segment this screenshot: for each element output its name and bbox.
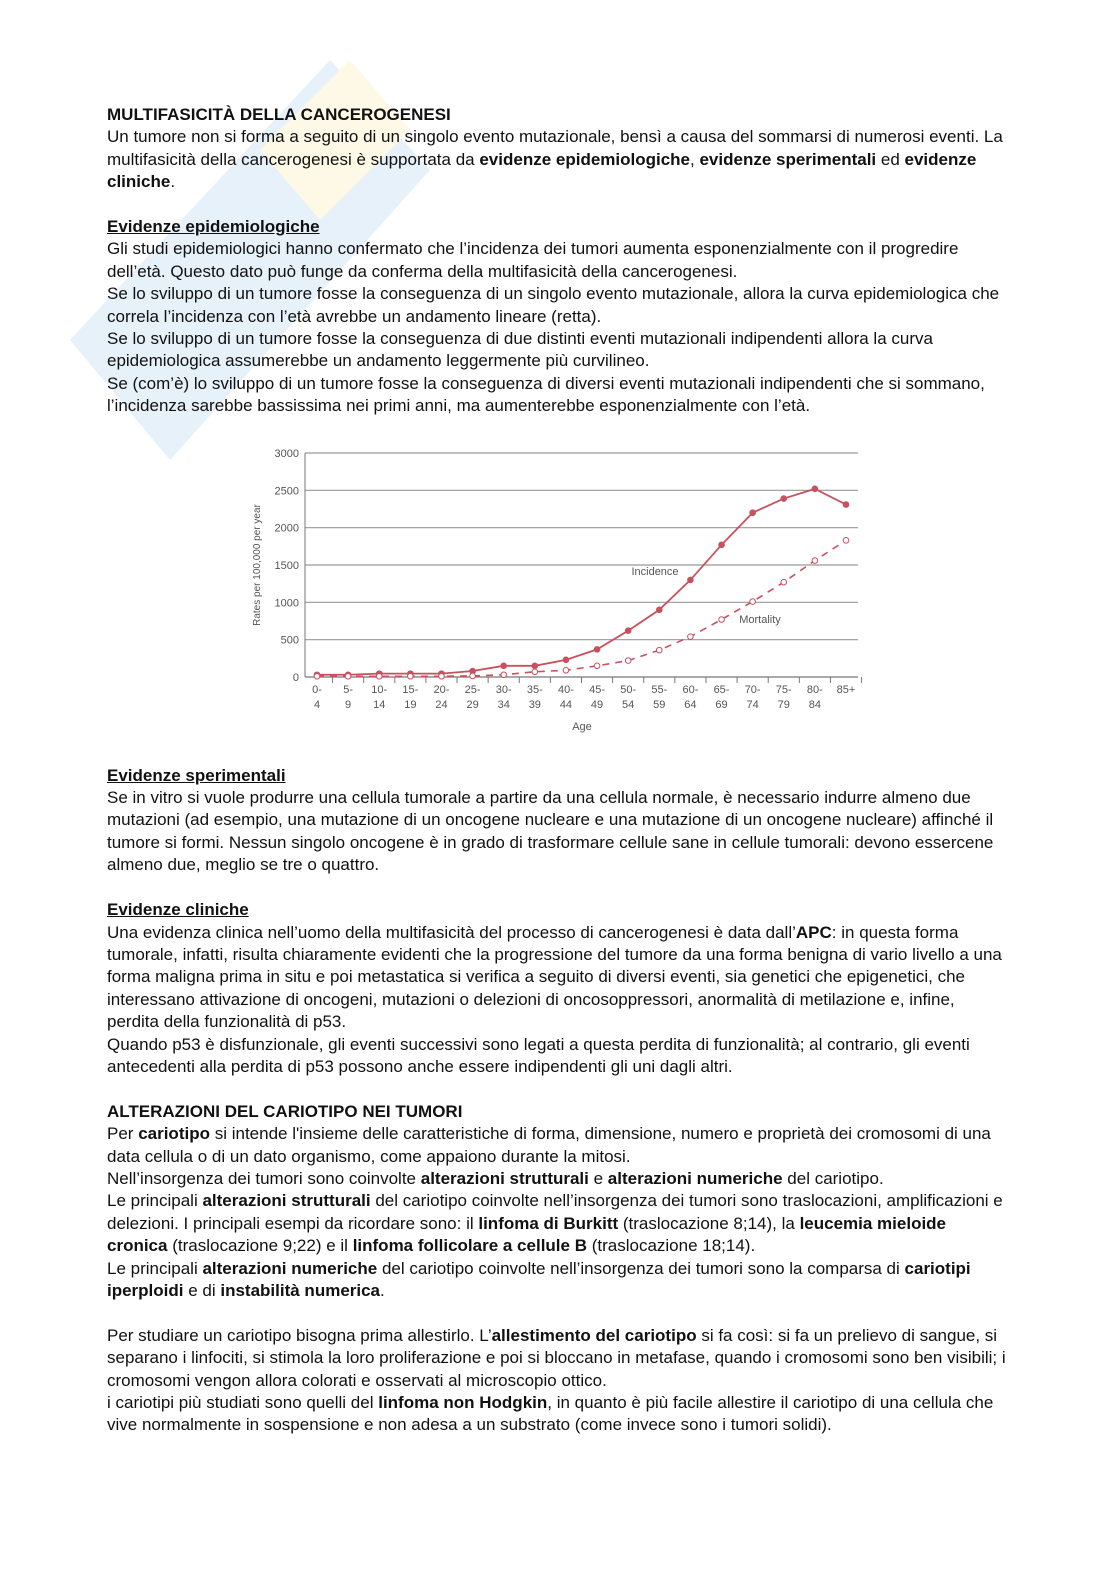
text-run: e [588,1168,608,1188]
text-run: Quando p53 è disfunzionale, gli eventi successivi sono legati a questa perdita di funzionalità; al contrario, gli eventi antecedenti alla perdita di p53 possono anche essere indipendenti gli uni dagli altri. [107,1034,970,1076]
text-run: i cariotipi più studiati sono quelli del [107,1393,379,1412]
incidence-point [750,510,756,516]
incidence-point [812,486,818,492]
incidence-point [781,495,787,501]
text-run: , [690,149,700,169]
paragraph [107,373,1007,418]
x-tick-label: 35-39 [526,683,543,711]
mortality-point [376,673,382,679]
incidence-point [501,663,507,669]
y-tick-label: 500 [280,634,299,647]
x-tick-label: 70-74 [744,683,761,711]
x-tick-label: 45-49 [589,683,606,711]
incidence-point [625,628,631,634]
bold-term: leucemia mieloide cronica [107,1213,947,1256]
text-run: Se lo sviluppo di un tumore fosse la conseguenza di un singolo evento mutazionale, allora la curva epidemiologica che correla l’incidenza con l’età avrebbe un andamento lineare (retta). [107,284,1000,326]
text-run: si intende l'insieme delle caratteristiche di forma, dimensione, numero e proprietà dei cromosomi di una data cellula o di un dato organismo, come appaiono durante la mitosi. [107,1124,991,1166]
mortality-point [470,673,476,679]
x-tick-label: 55-59 [651,683,668,711]
text-run: del cariotipo coinvolte nell’insorgenza dei tumori sono traslocazioni, amplificazioni e delezioni. I principali esempi da ricordare sono: il [107,1191,1003,1233]
text-run: MULTIFASICITÀ DELLA CANCEROGENESI [107,105,451,124]
x-axis-title: Age [572,720,592,733]
bold-term: instabilità numerica [220,1280,381,1300]
text-run: Evidenze cliniche [107,900,249,920]
paragraph [107,787,1007,877]
text-run: Una evidenza clinica nell’uomo della multifasicità del processo di cancerogenesi è data dall’ [107,922,796,942]
text-run: Per studiare un cariotipo bisogna prima allestirlo. L’ [107,1325,492,1345]
bold-term: linfoma non Hodgkin [378,1393,548,1412]
paragraph [107,1034,1007,1079]
mortality-point [812,557,818,563]
x-tick-label: 50-54 [620,683,637,711]
y-tick-label: 1000 [274,597,299,610]
text-run: Evidenze sperimentali [107,765,286,785]
incidence-point [688,577,694,583]
text-run: del cariotipo coinvolte nell’insorgenza dei tumori sono la comparsa di [377,1258,905,1278]
x-tick-label: 25-29 [464,683,481,711]
incidence-point [656,607,662,613]
paragraph [107,1190,1007,1257]
y-tick-label: 2000 [274,522,299,535]
mortality-point [750,598,756,604]
paragraph [107,1392,1007,1437]
mortality-point [563,667,569,673]
text-run: . [170,172,176,192]
text-run: . [380,1280,385,1300]
text-run: Per [107,1124,139,1144]
spacer [107,1078,1007,1100]
paragraph [107,283,1007,328]
incidence-point [719,542,725,548]
y-tick-label: 3000 [274,447,299,460]
x-tick-label: 15-19 [402,683,419,711]
x-tick-label: 10-14 [371,683,388,711]
paragraph [107,1325,1007,1392]
text-run: si fa così: si fa un prelievo di sangue, si separano i linfociti, si stimola la loro proliferazione e poi si bloccano in metafase, quando i cromosomi sono ben visibili; i cromosomi vengon allora colorati e osservati al microscopio ottico. [107,1325,1006,1390]
mortality-point [625,657,631,663]
text-run: Se in vitro si vuole produrre una cellula tumorale a partire da una cellula normale, è necessario indurre almeno due mutazioni (ad esempio, una mutazione di un oncogene nucleare e una mutazione di un oncogene nucleare) affinché il tumore si formi. Nessun singolo oncogene è in grado di trasformare cellule sane in cellule tumorali: devono essercene almeno due, meglio se tre o quattro. [107,788,994,875]
bold-term: allestimento del cariotipo [491,1325,697,1345]
incidence-point [532,663,538,669]
x-tick-label: 30-34 [495,683,512,711]
text-run: (traslocazione 8;14), la [618,1213,800,1233]
x-tick-label: 65-69 [713,683,730,711]
y-tick-label: 0 [292,671,299,684]
bold-term: evidenze sperimentali [699,149,877,169]
mortality-point [843,537,849,543]
text-run: Evidenze epidemiologiche [107,217,320,237]
bold-term: alterazioni numeriche [202,1258,378,1278]
bold-term: alterazioni numeriche [607,1168,783,1188]
paragraph [107,238,1007,283]
subsection-heading [107,765,1007,787]
bold-term: alterazioni strutturali [202,1191,371,1211]
text-run: ed [876,149,905,169]
text-run: Se (com’è) lo sviluppo di un tumore fosse la conseguenza di diversi eventi mutazionali indipendenti che si sommano, l’incidenza sarebbe bassissima nei primi anni, ma aumenterebbe esponenzialmente con l’età. [107,373,985,416]
mortality-point [439,673,445,679]
x-tick-label: 5-9 [343,683,354,711]
bold-term: evidenze epidemiologiche [479,149,691,169]
paragraph [107,328,1007,373]
mortality-line [317,540,846,676]
incidence-point [843,501,849,507]
x-tick-label: 75-79 [775,683,792,711]
bold-term: linfoma follicolare a cellule B [352,1236,587,1256]
text-run: (traslocazione 9;22) e il [167,1236,353,1256]
text-run: Le principali [107,1258,203,1278]
x-tick-label: 20-24 [433,683,450,711]
y-axis-title: Rates per 100,000 per year [252,503,263,626]
paragraph [107,1123,1007,1168]
incidence-line [317,489,846,675]
bold-term: linfoma di Burkitt [478,1213,619,1233]
text-run: Un tumore non si forma a seguito di un singolo evento mutazionale, bensì a causa del sommarsi di numerosi eventi. La multifasicità della cancerogenesi è supportata da [107,127,1003,169]
spacer [107,1302,1007,1324]
mortality-point [314,673,320,679]
mortality-point [781,579,787,585]
paragraph [107,922,1007,1034]
text-run: : in questa forma tumorale, infatti, risulta chiaramente evidenti che la progressione del tumore da una forma benigna di vario livello a una forma maligna prima in situ e poi metastatica si verifica a seguito di diversi eventi, sia genetici che epigenetici, che interessano attivazione di oncogeni, mutazioni o delezioni di oncosoppressori, anormalità di metilazione e, infine, perdita della funzionalità di p53. [107,922,1002,1032]
mortality-point [408,673,414,679]
mortality-point [719,616,725,622]
text-run: e di [183,1280,221,1300]
mortality-point [501,672,507,678]
subsection-heading [107,216,1007,238]
incidence-mortality-chart [240,440,870,740]
bold-term: cariotipi iperploidi [107,1258,971,1300]
incidence-point [563,657,569,663]
section-heading [107,104,1007,126]
spacer [107,194,1007,216]
bold-term: alterazioni strutturali [420,1168,589,1188]
x-tick-label: 85+ [836,683,856,696]
mortality-point [532,669,538,675]
text-run: , in quanto è più facile allestire il cariotipo di una cellula che vive normalmente in sospensione e non adesa a un substrato (come invece sono i tumori solidi). [107,1393,994,1435]
y-tick-label: 2500 [274,485,299,498]
text-run: (traslocazione 18;14). [586,1236,756,1256]
x-tick-label: 40-44 [557,683,574,711]
bold-term: cariotipo [138,1124,210,1144]
mortality-point [656,647,662,653]
text-run: Nell’insorgenza dei tumori sono coinvolte [107,1168,421,1188]
mortality-point [688,634,694,640]
incidence-point [594,646,600,652]
mortality-point [345,673,351,679]
text-run: ALTERAZIONI DEL CARIOTIPO NEI TUMORI [107,1101,463,1121]
incidence-label: Incidence [631,565,679,578]
paragraph [107,1258,1007,1303]
spacer [107,877,1007,899]
text-run: Se lo sviluppo di un tumore fosse la conseguenza di due distinti eventi mutazionali indipendenti allora la curva epidemiologica assumerebbe un andamento leggermente più curvilineo. [107,329,933,371]
y-tick-label: 1500 [274,559,299,572]
bold-term: evidenze cliniche [107,149,977,192]
mortality-point [594,663,600,669]
section-heading [107,1101,1007,1123]
x-tick-label: 0-4 [312,683,322,711]
paragraph [107,1168,1007,1190]
bold-term: APC [795,922,832,942]
document-body [107,104,1007,1437]
x-tick-label: 60-64 [682,683,699,711]
text-run: del cariotipo. [782,1168,884,1188]
subsection-heading [107,899,1007,921]
x-tick-label: 80-84 [806,683,823,711]
paragraph [107,126,1007,193]
text-run: Gli studi epidemiologici hanno confermato che l’incidenza dei tumori aumenta esponenzialmente con il progredire dell’età. Questo dato può funge da conferma della multifasicità della cancerogenesi. [107,239,959,281]
text-run: Le principali [107,1191,203,1211]
mortality-label: Mortality [739,613,781,626]
